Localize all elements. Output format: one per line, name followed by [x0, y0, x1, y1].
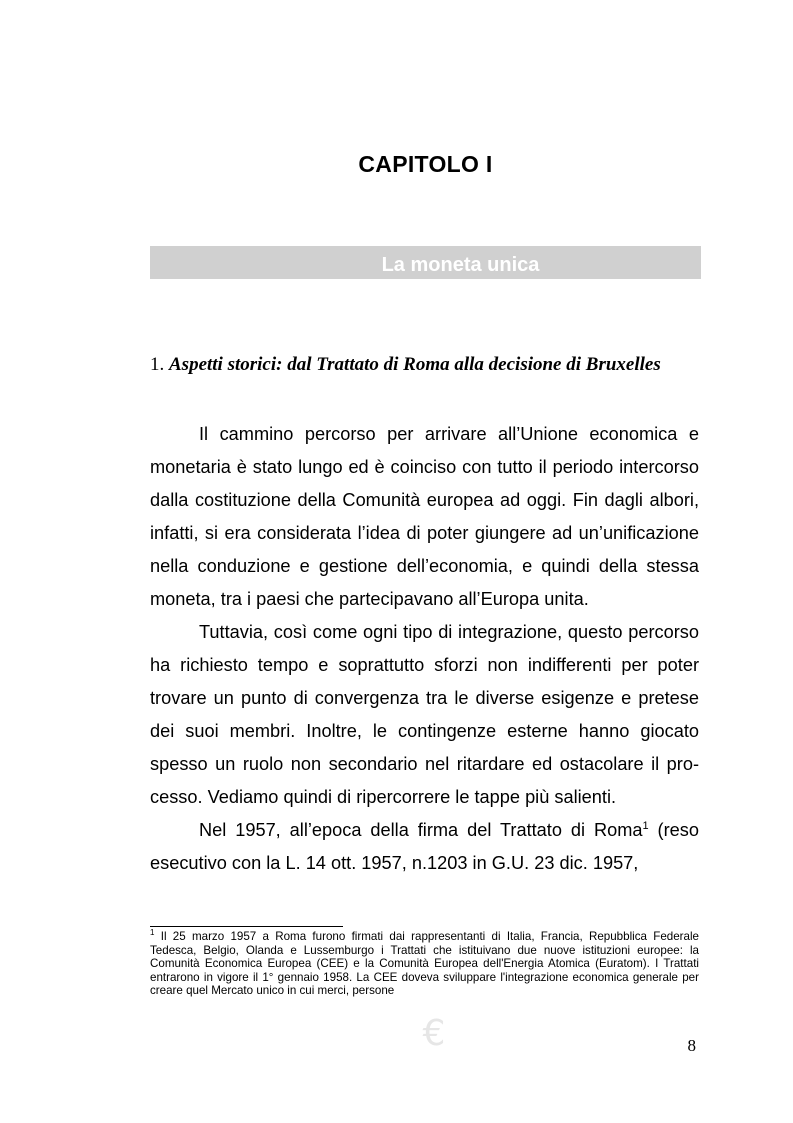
euro-watermark-icon: €: [422, 1013, 446, 1054]
footnote-text: Il 25 marzo 1957 a Roma furono firmati dai rappresentanti di Italia, Francia, Repubblica Federale Tedesca, Belgio, Olanda e Lussemburgo i Trattati che istituivano due nuove istituzioni europee: la Comunità Economica Europea (CEE) e la Comunità Europea dell'Energia Atomica (Euratom). I Trattati entrarono in vigore il 1° gennaio 1958. La CEE doveva sviluppare l'integrazione economica generale per creare quel Mercato unico in cui merci, persone: [150, 930, 699, 998]
footnote-reference[interactable]: 1: [642, 820, 649, 832]
footnote-separator: [150, 926, 343, 927]
section-heading: [150, 354, 710, 376]
footnote-marker: 1: [150, 928, 155, 937]
paragraph: Tuttavia, così come ogni tipo di integrazione, questo percorso ha richiesto tempo e soprattutto sforzi non indifferenti per poter trovare un punto di convergenza tra le diverse esigenze e pretese dei suoi membri. Inoltre, le contingenze esterne hanno giocato spesso un ruolo non secondario nel ritardare ed ostacolare il processo. Vediamo quindi di ripercorrere le tappe più salienti.: [150, 622, 699, 807]
paragraph: [150, 814, 699, 880]
paragraph-text: (reso esecutivo con la L. 14 ott. 1957, n.1203 in G.U. 23 dic. 1957,: [150, 820, 699, 873]
chapter-title: La moneta unica: [381, 254, 540, 276]
section-number: 1.: [150, 354, 165, 375]
body-text: [150, 418, 699, 880]
chapter-title-bar: [150, 246, 701, 279]
section-title: Aspetti storici: dal Trattato di Roma alla decisione di Bruxelles: [169, 354, 661, 375]
chapter-heading: CAPITOLO I: [358, 151, 493, 177]
paragraph-text: Nel 1957, all’epoca della firma del Trattato di Roma: [199, 820, 643, 840]
page-number: 8: [687, 1036, 696, 1055]
footnote: [150, 930, 699, 998]
paragraph: Il cammino percorso per arrivare all’Unione economica e monetaria è stato lungo ed è coinciso con tutto il periodo intercorso dalla costituzione della Comunità europea ad oggi. Fin dagli albori, infatti, si era considerata l’idea di poter giungere ad un’unificazione nella conduzione e gestione dell’economia, e quindi della stessa moneta, tra i paesi che partecipavano all’Europa unita.: [150, 424, 699, 609]
